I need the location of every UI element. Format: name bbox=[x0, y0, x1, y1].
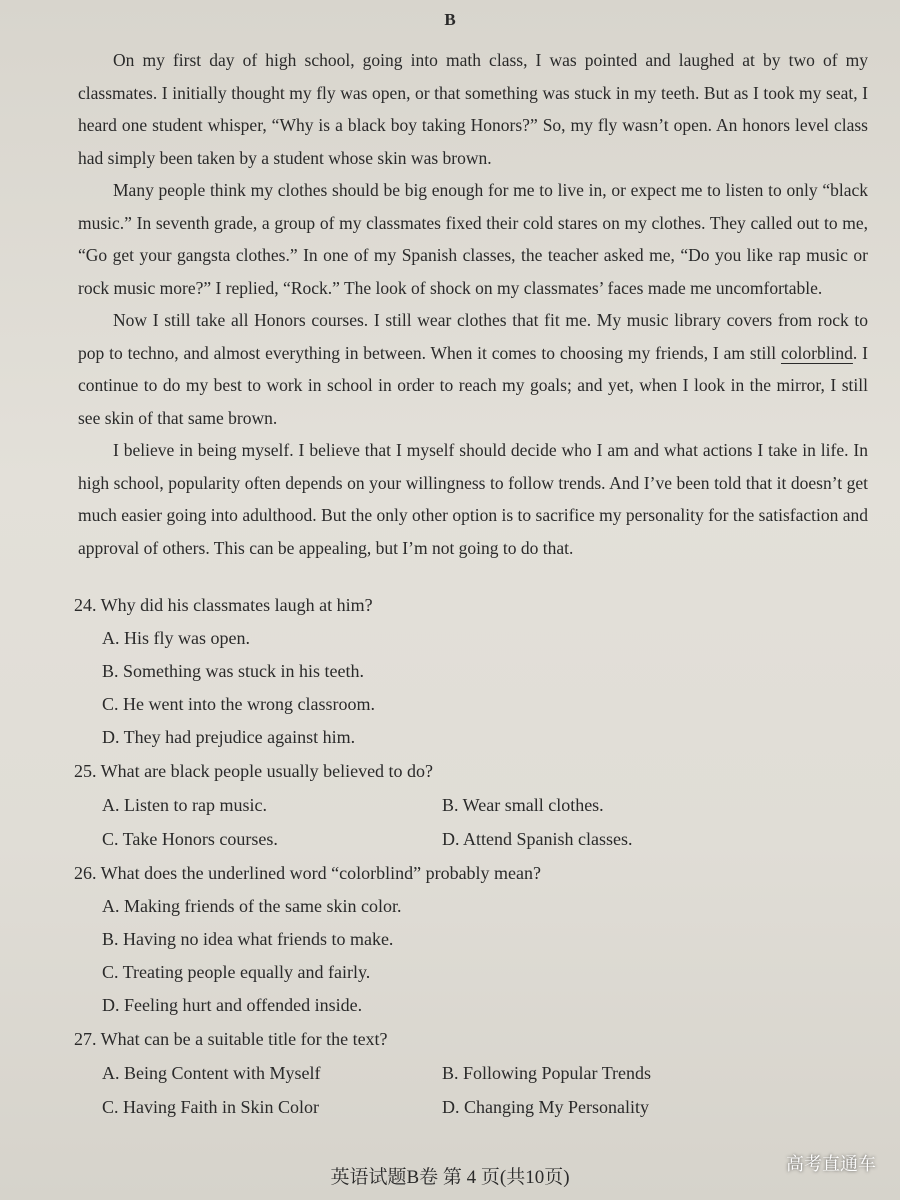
underlined-word-colorblind: colorblind bbox=[780, 342, 853, 363]
option-a: A. Making friends of the same skin color. bbox=[102, 896, 402, 916]
question-stem: 24. Why did his classmates laugh at him? bbox=[74, 595, 373, 615]
passage-paragraph-3 bbox=[78, 304, 868, 434]
question-stem: 25. What are black people usually believed to do? bbox=[74, 761, 434, 781]
paragraph-3-text-after: . I continue to do my best to work in school in order to reach my goals; and yet, when I look in the mirror, I still see skin of that same brown. bbox=[78, 342, 868, 428]
option-b: B. Following Popular Trends bbox=[442, 1063, 652, 1083]
option-row bbox=[74, 788, 874, 822]
question-stem: 27. What can be a suitable title for the text? bbox=[74, 1029, 388, 1049]
option-c: C. Take Honors courses. bbox=[102, 829, 278, 849]
page-footer: 英语试题B卷 第 4 页(共10页) bbox=[330, 1167, 570, 1188]
option-a: A. His fly was open. bbox=[102, 628, 250, 648]
option-d: D. Changing My Personality bbox=[442, 1097, 649, 1117]
option-a: A. Being Content with Myself bbox=[102, 1063, 321, 1083]
question-24 bbox=[74, 588, 874, 754]
option-b: B. Something was stuck in his teeth. bbox=[102, 661, 364, 681]
passage-paragraph-1: On my first day of high school, going into math class, I was pointed and laughed at by two of my classmates. I initially thought my fly was open, or that something was stuck in my teeth. But as I took my seat, I heard one student whisper, “Why is a black boy taking Honors?” So, my fly wasn’t open. An honors level class had simply been taken by a student whose skin was brown. bbox=[78, 50, 868, 168]
passage-paragraph-4: I believe in being myself. I believe that I myself should decide who I am and what actions I take in life. In high school, popularity often depends on your willingness to follow trends. And I’ve been told that it doesn’t get much easier going into adulthood. But the only other option is to sacrifice my personality for the satisfaction and approval of others. This can be appealing, but I’m not going to do that. bbox=[78, 440, 868, 558]
paragraph-3-text-before: Now I still take all Honors courses. I still wear clothes that fit me. My music library covers from rock to pop to techno, and almost everything in between. When it comes to choosing my friends, I am still bbox=[78, 310, 868, 363]
question-25 bbox=[74, 754, 874, 856]
option-b: B. Having no idea what friends to make. bbox=[102, 929, 394, 949]
option-c: C. Treating people equally and fairly. bbox=[102, 962, 371, 982]
passage-paragraph-2: Many people think my clothes should be big enough for me to live in, or expect me to listen to only “black music.” In seventh grade, a group of my classmates fixed their cold stares on my clothes. They called out to me, “Go get your gangsta clothes.” In one of my Spanish classes, the teacher asked me, “Do you like rap music or rock music more?” I replied, “Rock.” The look of shock on my classmates’ faces made me uncomfortable. bbox=[78, 180, 868, 298]
question-27 bbox=[74, 1022, 874, 1124]
option-a: A. Listen to rap music. bbox=[102, 795, 267, 815]
option-d: D. They had prejudice against him. bbox=[102, 727, 356, 747]
option-b: B. Wear small clothes. bbox=[442, 795, 604, 815]
question-list bbox=[74, 588, 874, 1124]
question-26 bbox=[74, 856, 874, 1022]
option-row bbox=[74, 1090, 874, 1124]
option-row bbox=[74, 1056, 874, 1090]
option-c: C. Having Faith in Skin Color bbox=[102, 1097, 320, 1117]
watermark-text: 高考直通车 bbox=[786, 1154, 876, 1175]
option-d: D. Attend Spanish classes. bbox=[442, 829, 633, 849]
reading-passage bbox=[78, 44, 868, 564]
option-d: D. Feeling hurt and offended inside. bbox=[102, 995, 363, 1015]
section-label: B bbox=[444, 10, 456, 29]
question-stem: 26. What does the underlined word “colorblind” probably mean? bbox=[74, 863, 542, 883]
option-c: C. He went into the wrong classroom. bbox=[102, 694, 375, 714]
option-row bbox=[74, 822, 874, 856]
